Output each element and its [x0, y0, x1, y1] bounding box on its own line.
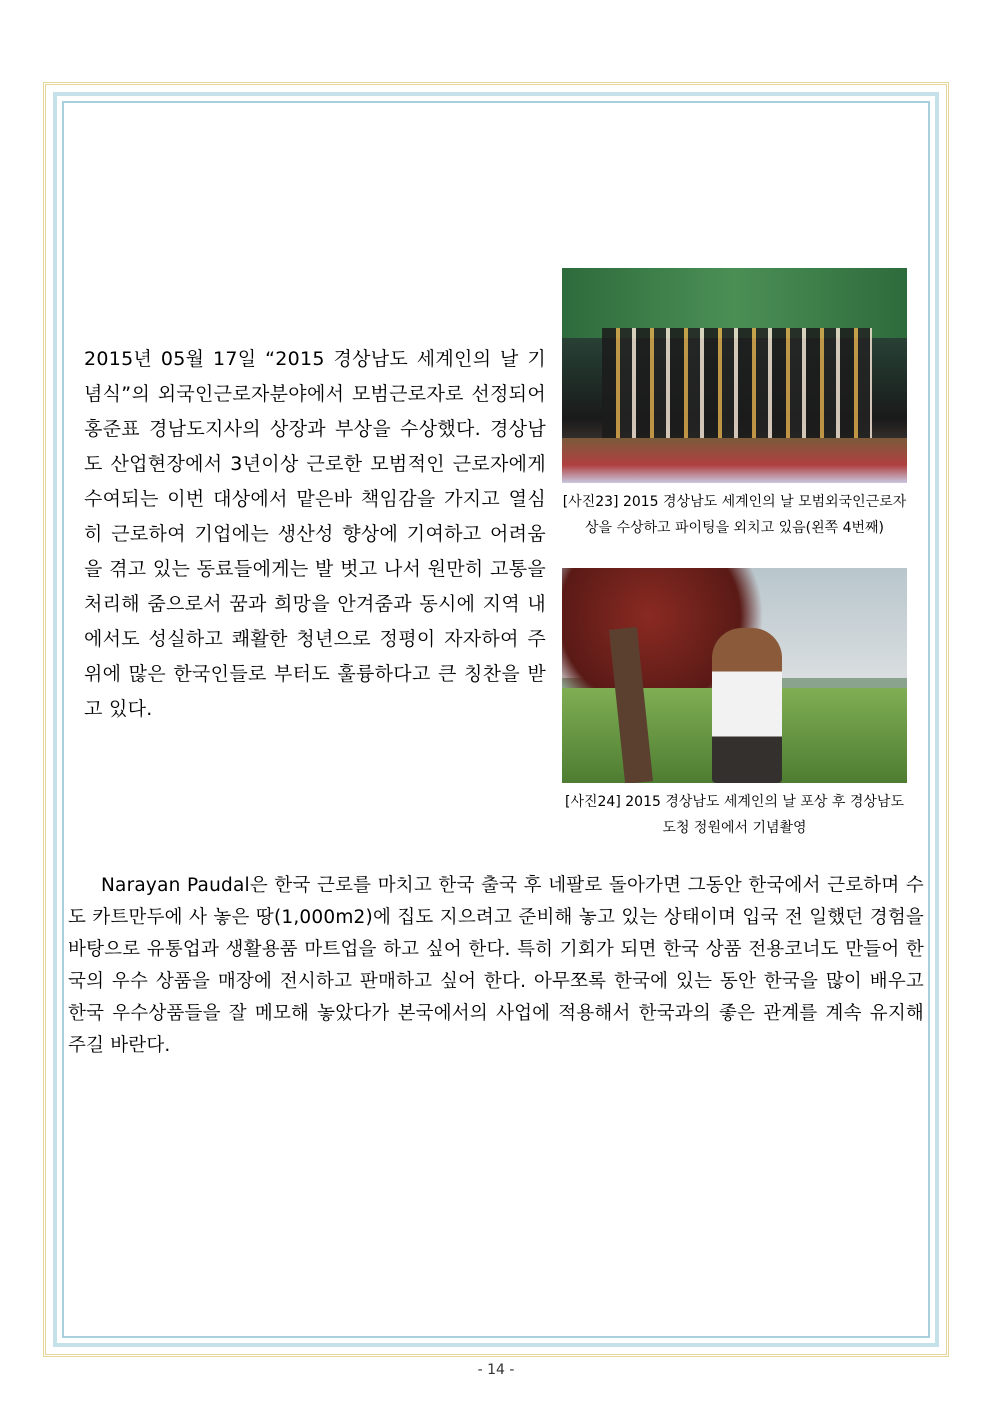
body-paragraph-2: Narayan Paudal은 한국 근로를 마치고 한국 출국 후 네팔로 돌아가면 그동안 한국에서 근로하며 수도 카트만두에 사 놓은 땅(1,000m2)에 집도 지으려고 준비해 놓고 있는 상태이며 입국 전 일했던 경험을 바탕으로 유통업과 생활용품 마트업을 하고 싶어 한다. 특히 기회가 되면 한국 상품 전용코너도 만들어 한국의 우수 상품을 매장에 전시하고 판매하고 싶어 한다. 아무쪼록 한국에 있는 동안 한국을 많이 배우고 한국 우수상품들을 잘 메모해 놓았다가 본국에서의 사업에 적용해서 한국과의 좋은 관계를 계속 유지해 주길 바란다. [68, 875, 924, 1056]
body-paragraph-1: 2015년 05월 17일 “2015 경상남도 세계인의 날 기념식”의 외국인근로자분야에서 모범근로자로 선정되어 홍준표 경남도지사의 상장과 부상을 수상했다. 경상남도 산업현장에서 3년이상 근로한 모범적인 근로자에게 수여되는 이번 대상에서 맡은바 책임감을 가지고 열심히 근로하여 기업에는 생산성 향상에 기여하고 어려움을 겪고 있는 동료들에게는 발 벗고 나서 원만히 고통을 처리해 줌으로서 꿈과 희망을 안겨줌과 동시에 지역 내에서도 성실하고 쾌활한 청년으로 정평이 자자하여 주위에 많은 한국인들로 부터도 훌륭하다고 큰 칭찬을 받고 있다. [84, 348, 546, 720]
photo-caption-23: [사진23] 2015 경상남도 세계인의 날 모범외국인근로자상을 수상하고 파이팅을 외치고 있음(왼쪽 4번째) [562, 494, 907, 536]
award-recipients-group [602, 328, 872, 438]
man-holding-bouquet [712, 628, 782, 783]
photo-caption-24: [사진24] 2015 경상남도 세계인의 날 포상 후 경상남도 도청 정원에서 기념촬영 [565, 794, 904, 836]
stage-floor [562, 438, 907, 483]
page-number: - 14 - [477, 1362, 515, 1378]
award-ceremony-photo [562, 268, 907, 483]
garden-commemorative-photo [562, 568, 907, 783]
